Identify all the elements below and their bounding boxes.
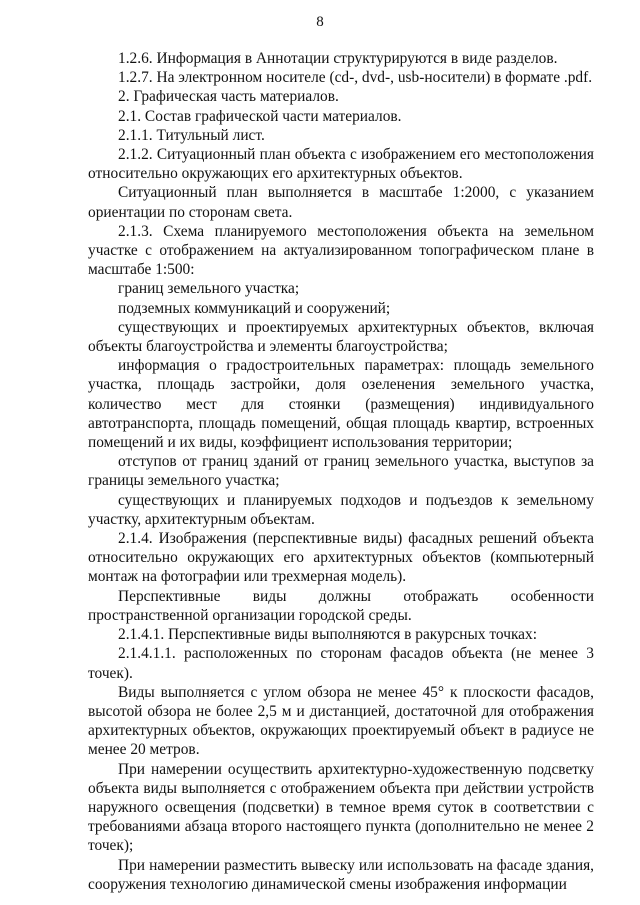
paragraph: существующих и планируемых подходов и подъездов к земельному участку, архитектурным объектам. <box>88 491 594 528</box>
paragraph: подземных коммуникаций и сооружений; <box>118 299 391 317</box>
paragraph: 2.1.1. Титульный лист. <box>118 126 265 144</box>
paragraph: 2.1.4.1.1. расположенных по сторонам фасадов объекта (не менее 3 точек). <box>88 645 594 682</box>
paragraph: Виды выполняется с углом обзора не менее 45° к плоскости фасадов, высотой обзора не более 2,5 м и дистанцией, достаточной для отображения архитектурных объектов, окружающих проектируемый объект в радиусе не менее 20 метров. <box>88 683 594 759</box>
paragraph: отступов от границ зданий от границ земельного участка, выступов за границы земельного участка; <box>88 453 594 490</box>
paragraph: При намерении осуществить архитектурно-художественную подсветку объекта виды выполняется с отображением объекта при действии устройств наружного освещения (подсветки) в темное время суток в соответствии с требованиями абзаца второго настоящего пункта (дополнительно не менее 2 точек); <box>88 760 594 855</box>
paragraph: существующих и проектируемых архитектурных объектов, включая объекты благоустройства и элементы благоустройства; <box>88 318 594 356</box>
paragraph: При намерении разместить вывеску или использовать на фасаде здания, сооружения технологию динамической смены изображения информации <box>88 856 594 893</box>
paragraph: 2.1.3. Схема планируемого местоположения объекта на земельном участке с отображением на актуализированном топографическом плане в масштабе 1:500: <box>88 222 594 279</box>
paragraph: границ земельного участка; <box>118 280 300 298</box>
document-body <box>88 49 594 894</box>
paragraph: 2.1. Состав графической части материалов. <box>118 107 402 125</box>
paragraph: 2.1.4.1. Перспективные виды выполняются в ракурсных точках: <box>118 626 537 644</box>
paragraph: информация о градостроительных параметрах: площадь земельного участка, площадь застройки, доля озеленения земельного участка, количество мест для стоянки (размещения) индивидуального автотранспорта, площадь помещений, общая площадь квартир, встроенных помещений и их виды, коэффициент использования территории; <box>88 357 594 452</box>
paragraph: 1.2.6. Информация в Аннотации структурируются в виде разделов. <box>118 50 558 67</box>
page-number: 8 <box>316 14 324 30</box>
paragraph: 1.2.7. На электронном носителе (cd-, dvd-, usb-носители) в формате .pdf. <box>118 69 593 87</box>
paragraph: Ситуационный план выполняется в масштабе 1:2000, с указанием ориентации по сторонам света. <box>88 184 594 221</box>
paragraph: 2.1.4. Изображения (перспективные виды) фасадных решений объекта относительно окружающих его архитектурных объектов (компьютерный монтаж на фотографии или трехмерная модель). <box>88 530 594 586</box>
paragraph: 2. Графическая часть материалов. <box>118 88 339 106</box>
paragraph: Перспективные виды должны отображать особенности пространственной организации городской среды. <box>88 587 594 624</box>
paragraph: 2.1.2. Ситуационный план объекта с изображением его местоположения относительно окружающих его архитектурных объектов. <box>88 146 594 183</box>
